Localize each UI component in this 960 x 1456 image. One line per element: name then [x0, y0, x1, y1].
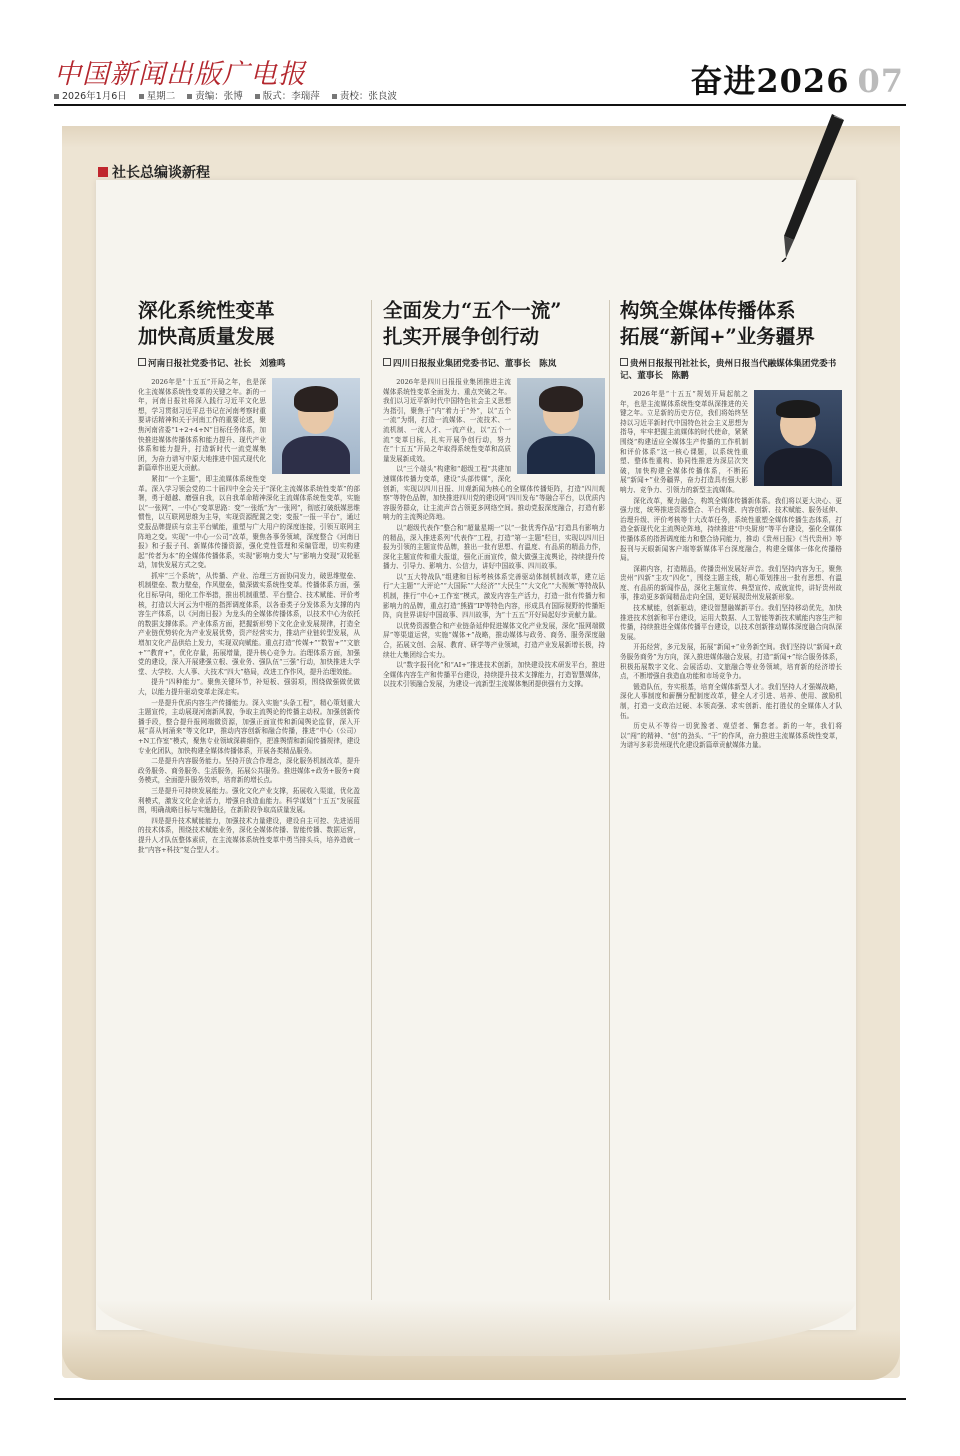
article-title: 构筑全媒体传播体系 拓展“新闻+”业务疆界 [620, 299, 815, 348]
article-title: 深化系统性变革 加快高质量发展 [138, 299, 275, 348]
author-photo [754, 390, 842, 486]
article-henan [138, 298, 360, 856]
top-rule [54, 104, 906, 106]
issue-meta [54, 88, 397, 102]
author-photo [517, 378, 605, 474]
article-byline: 贵州日报报刊社社长，贵州日报当代融媒体集团党委书记、董事长 陈鹏 [620, 359, 837, 381]
bottom-rule [54, 1398, 906, 1400]
meta-editor: 责编：张博 [187, 88, 243, 102]
article-guizhou [620, 298, 842, 752]
column-divider [371, 300, 372, 1300]
article-body: 2026年是四川日报报业集团推进主流媒体系统性变革全面发力、重点突破之年。我们以习近平新时代中国特色社会主义思想为指引，聚焦于“内”着力于“外”，以“五个一流”为纲，打造一流媒体、一流技术、一流机制、一流人才、一流产业，以“五个一流”变革目标，扎实开展争创行动，努力在“十五五”开局之年取得系统性变革和高质量发展新成效。 以“三个端头”构建和“超级工程”共建加速媒体传播力变革，建设“头部传媒”，深化创新，实现以四川日报、川观新闻为核心的全媒体传播矩阵，打造“四川观察”等特色品牌，加快推进四川党的建设网“四川发布”等融合平台，以优质内容服务群众，让主流声音占领更多网络空间。推动党报深度融合，打造有影响力的主流舆论阵地。 以“超级代表作”整合和“超量星期一”以“一批优秀作品”打造具有影响力的精品，深入推进系列“代表作”工程，打造“第一主题”栏目，实现以四川日报为引领的主题宣传品牌，推出一批有思想、有温度、有品质的精品力作，深化主题宣传和重大报道，强化正面宣传，做大做强主流舆论，持续提升传播力、引导力、影响力、公信力，讲好中国故事、四川故事。 以“五大特战队”组建和目标考核体系完善驱动体制机制改革，建立运行“大主题”“大评论”“大国际”“大经济”“大民生”“大文化”“大视频”等特战队机制，推行“中心+工作室”模式，激发内容生产活力，打造一批有传播力和影响力的品牌，重点打造“熊猫”IP等特色内容，形成具有国际视野的传播矩阵，向世界讲好中国故事、四川故事，为“十五五”开好局起好步贡献力量。 以优势资源整合和产业链条延伸促进媒体文化产业发展，深化“报网端微屏”等渠道运营，实施“媒体+”战略，推动媒体与政务、商务、服务深度融合，拓展文创、会展、教育、研学等产业领域，打造产业发展新增长极，持续壮大集团综合实力。 以“数字报刊化”和“AI+”推进技术创新，加快建设技术研发平台，推进全媒体内容生产和传播平台建设，持续提升技术支撑能力，打造智慧媒体，以技术引领融合发展，为建设一流新型主流媒体集团提供强有力支撑。 [383, 378, 605, 689]
article-byline: 四川日报报业集团党委书记、董事长 陈岚 [383, 358, 605, 370]
article-body: 2026年是“十五五”开局之年，也是深化主流媒体系统性变革的关键之年。新的一年，河南日报社将深入践行习近平文化思想，学习贯彻习近平总书记在河南考察时重要讲话精神和关于河南工作的重要论述，聚焦河南省委“1+2+4+N”目标任务体系，加快推进媒体传播体系和能力提升、现代产业体系和能力提升，打造新时代一流党媒集团，为奋力谱写中原大地推进中国式现代化新篇章作出更大贡献。 紧扣“一个主题”，即主流媒体系统性变革。深入学习领会党的二十届四中全会关于“深化主流媒体系统性变革”的部署，勇于超越、磨强自我，以自我革命精神深化主流媒体系统性变革，实施以“一张网”、一中心“变革思路：变“一张纸”为“一张网”，彻底打破纸媒思维惯性，以互联网思维为主导，实现资源配置之变；变报“一报一平台”，通过党报品牌提质与京主平台赋能，重塑与广大用户的深度连接，引领互联网主阵地之变。实现“一中心一公司”改革，聚焦各事务领域，深度整合《河南日报》和子报子刊、新媒体传播资源，强化党性管理和采编管理，切实构建起“传者为本”的全媒体传播体系，实现“影响力变大”与“影响力变现”双轮驱动，加快发展方式之变。 抓牢“三个系统”，从传播、产业、治理三方面协同发力，破思维壁垒、机制壁垒、数力壁垒，作风壁垒，做深做实系统性变革。传播体系方面，强化目标导向，细化工作举措，推出机制重塑、平台整合、技术赋能、评价考核，打造以大河云为中枢的指挥调度体系，以各垂类子分发体系为支撑的内容生产体系，以《河南日报》为龙头的全媒体传播体系，以技术中心为依托的数据支撑体系。产业体系方面，把握新形势下文化企业发展规律，打造全产业链优势转化为产业发展优势，资产经营实力，推动产业链转型发展，从增加文化产品供给上发力，实现双向赋能。重点打造“传媒+”“数智+”“文旅+”“教育+”，优化存量，拓展增量，提升核心竞争力。治理体系方面，加强党的建设，深入开展建强立根、强业务、强队伍“三强”行动，加快推进大学堂、大学校、大人事、大技术“四大”格局，改进工作作风，提升治理效能。 提升“四种能力”。聚焦关键环节，补短板、强弱项，围绕做强做优做大，以能力提升驱动变革走深走实。 一是提升优质内容生产传播能力。深入实施“头条工程”，精心策划重大主题宣传，主动展现河南新风貌，争取主流舆论的传播主动权。加强创新传播手段，整合提升报网端微资源，加强正面宣传和新闻舆论监督，深入开展“喜从何涌来”等文化IP，推动内容创新和融合传播，推进“中心（公司）+N工作室”模式，聚焦专业领域深耕细作，把准舆情和新闻传播规律，建设专业化团队，加快构建全媒体传播体系，开展各类精品服务。 二是提升内容服务能力。坚持开放合作理念，深化服务机制改革，提升政务服务、商务服务、生活服务，拓展公共服务。推进媒体+政务+服务+商务模式，全面提升服务效率，培育新的增长点。 三是提升可持续发展能力。强化文化产业支撑，拓展收入渠道，优化盈利模式，激发文化企业活力，增强自我造血能力。科学谋划“十五五”发展蓝图，明确战略目标与实施路径，在新阶段争取高质量发展。 四是提升技术赋能能力，加强技术力量建设，建设自主可控、先进适用的技术体系，围绕技术赋能业务，深化全媒体传播、智能传播、数据运营，提升人才队伍整体素质，在主流媒体系统性变革中勇当排头兵，培养造就一批“内容+科技”复合型人才。 [138, 378, 360, 854]
masthead [0, 0, 960, 110]
page-title: 奋进2026 07 [690, 62, 904, 100]
article-byline: 河南日报社党委书记、社长 刘雅鸣 [138, 358, 360, 370]
newspaper-brand: 中国新闻出版广电报 [54, 59, 306, 90]
pen-icon [772, 112, 852, 262]
article-sichuan [383, 298, 605, 691]
article-body: 2026年是“十五五”规划开局起航之年，也是主流媒体系统性变革纵深推进的关键之年。立足新的历史方位，我们将始终坚持以习近平新时代中国特色社会主义思想为指导，牢牢把握主流媒体的时代使命，紧紧围绕“构建适应全媒体生产传播的工作机制和评价体系”这一核心课题，以系统性重塑、整体性重构、协同性推进为深层次突破，加快构建全媒体传播体系，不断拓展“新闻+”业务疆界，奋力打造具有强大影响力、竞争力、引领力的新型主流媒体。 深化改革，聚力融合，构筑全媒体传播新体系。我们将以更大决心、更强力度，统筹推进资源整合、平台构建、内容创新、技术赋能、服务延伸、治理升级、评价考核等十大改革任务，系统性重塑全媒体传播生态体系，打造全新现代化主流舆论阵地，持续推进“中央厨房”等平台建设，强化全媒体传播体系的指挥调度能力和整合协同能力，推动《贵州日报》《当代贵州》等报刊与天眼新闻客户端等新媒体平台深度融合，构建全媒体一体化传播格局。 深耕内容，打造精品，传播贵州发展好声音。我们坚持内容为王，聚焦贵州“四新”主攻“四化”，围绕主题主线，精心策划推出一批有思想、有温度、有品质的新闻作品，深化主题宣传、典型宣传、成就宣传，讲好贵州故事，推动更多新闻精品走向全国，更好展现贵州发展新形象。 技术赋能，创新驱动，建设智慧融媒新平台。我们坚持移动优先，加快推进技术创新和平台建设，运用大数据、人工智能等新技术赋能内容生产和传播，持续推进全媒体传播平台建设，以技术创新推动媒体深度融合向纵深发展。 开拓经营，多元发展，拓展“新闻+”业务新空间。我们坚持以“新闻+政务服务商务”为方向，深入推进媒体融合发展，打造“新闻+”综合服务体系，积极拓展数字文化、会展活动、文旅融合等业务领域，培育新的经济增长点，不断增强自我造血功能和市场竞争力。 锻造队伍，夯实根基，培育全媒体新型人才。我们坚持人才强媒战略，深化人事制度和薪酬分配制度改革，健全人才引进、培养、使用、激励机制，打造一支政治过硬、本领高强、求实创新、能打胜仗的全媒体人才队伍。 历史从不等待一切犹豫者、观望者、懈怠者。新的一年，我们将以“闯”的精神、“创”的劲头、“干”的作风，奋力推进主流媒体系统性变革，为谱写多彩贵州现代化建设新篇章贡献媒体力量。 [620, 390, 842, 750]
meta-weekday: 星期二 [139, 88, 176, 102]
square-mark-icon [98, 167, 108, 177]
meta-date: 2026年1月6日 [54, 88, 127, 102]
meta-layout: 版式：李瑞萍 [255, 88, 320, 102]
page-number: 07 [857, 62, 904, 100]
author-photo [272, 378, 360, 474]
column-divider [609, 300, 610, 1300]
meta-proofreader: 责校：张良波 [332, 88, 397, 102]
article-title: 全面发力“五个一流” 扎实开展争创行动 [383, 299, 562, 348]
section-label: 社长总编谈新程 [98, 162, 210, 182]
